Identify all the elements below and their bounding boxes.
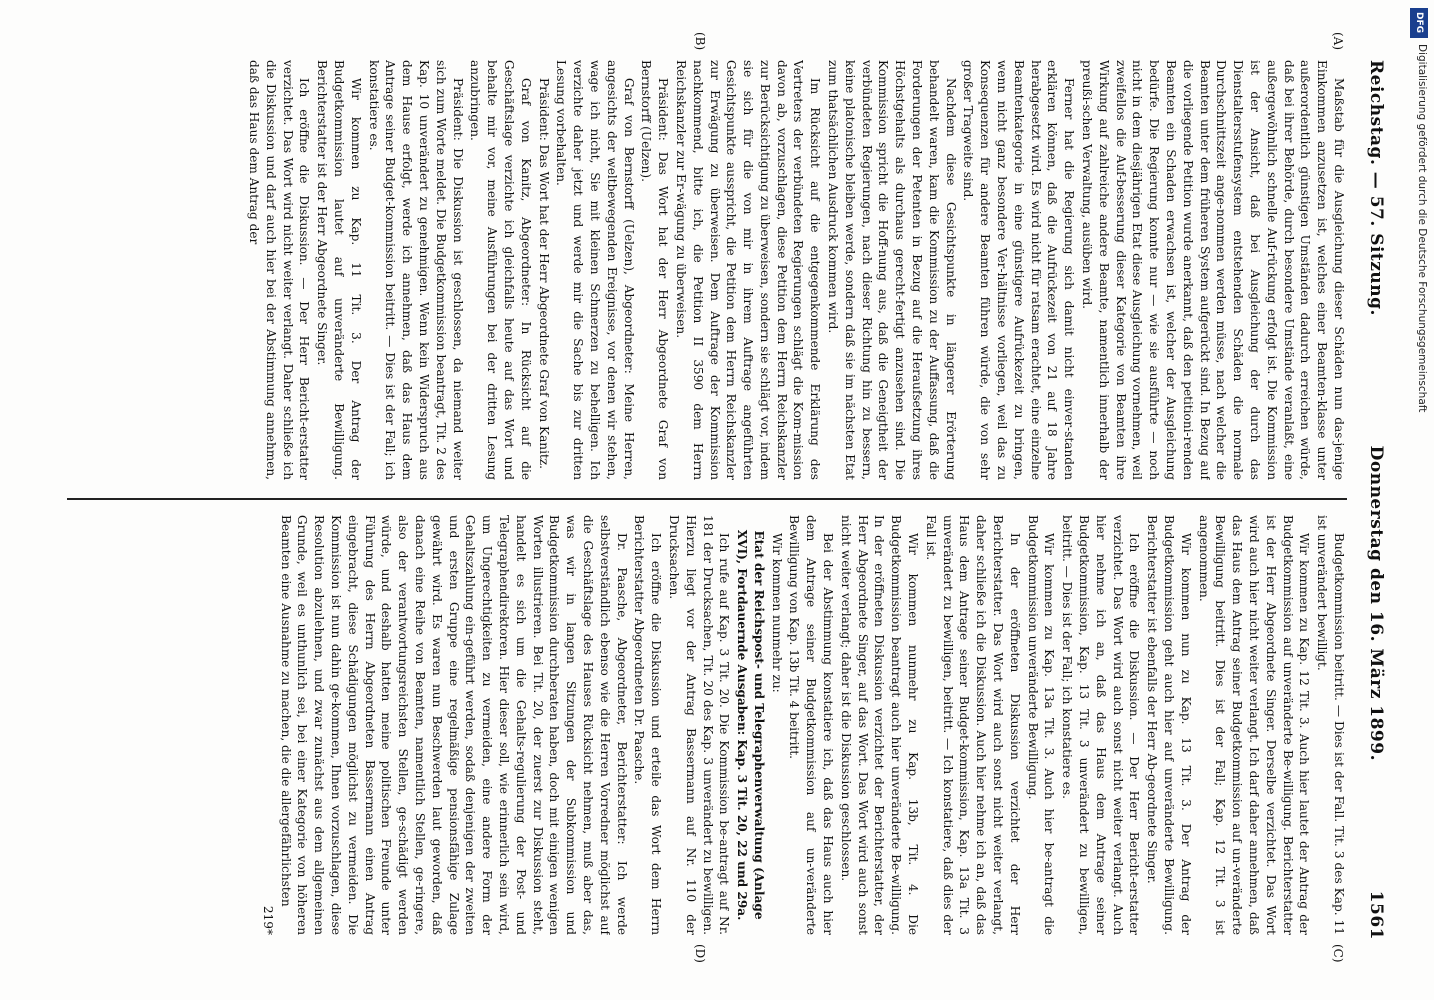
paragraph: Graf von Bernstorff (Uelzen), Abgeordneter: Meine Herren, angesichts der weltbewegenden Ereignisse, vor denen wir stehen, wage ich nicht, Sie mit kleinen Schmerzen zu behelligen. Ich verzichte daher jetzt und werde mir die Sache bis zur dritten Lesung vorbehalten. [554, 60, 636, 480]
dfg-logo: DFG [1410, 8, 1428, 38]
paragraph: Maßstab für die Ausgleichung dieser Schäden nun das-jenige Einkommen anzusetzen ist, welches einer Beamten-klasse unter außerordentlich günstigen Umständen dadurch erreichen würde, daß bei ihrer Behörde, durch besondere Umstände veranlaßt, eine außergewöhnlich schnelle Auf-rückung erfolgt ist. Die Kommission ist der Ansicht, daß bei Ausgleichung der durch das Dienstaltersstufensystem entstehenden Schäden die normale Durchschnittszeit ange-nommen werden müsse, nach welcher die Beamten unter dem früheren System aufgerückt sind. In Bezug auf die vorliegende Petition wurde anerkannt, daß den petitioni-renden Beamten ein Schaden erwachsen ist, welcher der Ausgleichung bedürfe. Die Regierung konnte nur — wie sie ausführte — noch nicht in dem diesjährigen Etat diese Ausgleichung vornehmen, weil zweifellos die Auf-besserung dieser Kategorie von Beamten ihre Wirkung auf zahlreiche andere Beamte, namentlich innerhalb der preußi-schen Verwaltung, ausüben wird. [1080, 60, 1346, 480]
paragraph: Präsident: Das Wort hat der Herr Abgeordnete Graf von Bernstorff (Uelzen). [639, 60, 671, 480]
paragraph: Nachdem diese Gesichtspunkte in längerer Erörterung behandelt waren, kam die Kommission zu der Auffassung, daß die Forderungen der Petenten in Bezug auf die Heraufsetzung ihres Höchstgehalts als durchaus gerecht-fertigt anzusehen sind. Die Kommission spricht die Hoff-nung aus, daß die Geneigtheit der verbündeten Regierungen, nach dieser Richtung hin zu bessern, keine platonische bleiben werde, sondern daß sie im nächsten Etat zum thatsächlichen Ausdruck kommen wird. [826, 60, 958, 480]
paragraph: Graf von Kanitz, Abgeordneter: In Rücksicht auf die Geschäftslage verzichte ich gleichfalls heute auf das Wort und behalte mir vor, meine Ausführungen bei der dritten Lesung anzubringen. [468, 60, 533, 480]
page-number: 1561 [1366, 890, 1386, 940]
paragraph: Bei der Abstimmung konstatiere ich, daß das Haus auch hier dem Antrage seiner Budgetkommission auf un-veränderte Bewilligung von Kap. 13b Tit. 4 beitritt. [787, 515, 836, 935]
paragraph: Ich eröffne die Diskussion und erteile das Wort dem Herrn Berichterstatter Abgeordneten Dr. Paasche. [632, 515, 664, 935]
rotated-page [27, 20, 1407, 980]
signature-mark: 219* [260, 905, 275, 935]
paragraph: Wir kommen zu Kap. 13a Tit. 3. Auch hier be-antragt die Budgetkommission unveränderte Bewilligung. [1025, 515, 1057, 935]
paragraph: Budgetkommission beitritt. — Dies ist der Fall. Tit. 3 des Kap. 11 ist unverändert bewilligt. [1315, 515, 1346, 935]
margin-mark-b: (B) [693, 32, 707, 51]
section-heading: Etat der Reichspost- und Telegraphenverwaltung (Anlage XVI), Fortdauernde Ausgaben: Kap. 3 Tit. 20, 22 und 29a. [735, 529, 766, 921]
margin-mark-a: (A) [1331, 32, 1345, 51]
paragraph: Im Rücksicht auf die entgegenkommende Erklärung des Vertreters der verbündeten Regierungen schlägt die Kom-mission davon ab, vorzuschlagen, diese Petition dem Herrn Reichskanzler zur Berücksichtigung zu überweisen, sondern sie schlägt vor, indem sie sich für die von mir in ihrem Auftrage angeführten Gesichtspunkte ausspricht, die Petition dem Herrn Reichskanzler zur Erwägung zu überweisen. Dem Auftrage der Kommission nachkommend, bitte ich, die Petition II 3590 dem Herrn Reichskanzler zur Er-wägung zu überweisen. [673, 60, 823, 480]
page-header [1363, 60, 1389, 940]
paragraph: Wir kommen nunmehr zu: [769, 533, 784, 693]
paragraph: Wir kommen nunmehr zu Kap. 13b, Tit. 4. Die Budgetkommission beantragt auch hier unveränderte Be-willigung. In der eröffneten Diskussion verzichtet der Berichterstatter, der Herr Abgeordnete Singer, auf das Wort. Das Wort wird auch sonst nicht weiter verlangt; daher ist die Diskussion geschlossen. [838, 515, 921, 935]
paragraph: Präsident: Das Wort hat der Herr Abgeordnete Graf von Kanitz. [536, 78, 551, 470]
column-rule [67, 498, 1347, 500]
paragraph: Ich rufe auf Kap. 3 Tit. 20. Die Kommission be-antragt auf Nr. 181 der Drucksachen, Tit. 20 des Kap. 3 unverändert zu bewilligen. Hierzu liegt vor der Antrag Bassermann auf Nr. 110 der Drucksachen. [666, 515, 732, 935]
header-left: Reichstag. — 57. Sitzung. [1366, 60, 1386, 316]
dfg-stamp [1406, 8, 1430, 608]
paragraph: Ich eröffne die Diskussion. — Der Herr Bericht-erstatter verzichtet. Das Wort wird nicht weiter verlangt. Daher schließe ich die Diskussion und darf auch hier bei der Abstimmung annehmen, daß das Haus dem Antrag der [247, 60, 312, 480]
paragraph: Wir kommen zu Kap. 11 Tit. 3. Der Antrag der Budgetkommission lautet auf unveränderte Bewilligung. Berichterstatter ist der Herr Abgeordnete Singer. [315, 60, 363, 480]
paragraph: Ich eröffne die Diskussion. — Der Herr Bericht-erstatter verzichtet. Das Wort wird auch sonst nicht weiter verlangt. Auch hier nehme ich an, daß das Haus dem Antrage seiner Budgetkommission, Kap. 13 Tit. 3 unverändert zu bewilligen, beitritt. — Dies ist der Fall; ich konstatiere es. [1060, 515, 1142, 935]
paragraph: Dr. Paasche, Abgeordneter, Berichterstatter: Ich werde selbstverständlich ebenso wie die Herren Vorredner möglichst auf die Geschäftslage des Hauses Rücksicht nehmen, muß aber das, was wir in langen Sitzungen der Subkommission und Budgetkommission durchberaten haben, doch mit einigen wenigen Worten illustrieren. Bei Tit. 20, der zuerst zur Diskussion steht, handelt es sich um die Gehalts-regulierung der Post- und Telegraphendirektoren. Hier dieser soll, wie erinnerlich sein wird, um Ungerechtigkeiten zu vermeiden, eine andere Form der Gehaltszahlung ein-geführt werden, sodaß denjenigen der zweiten und ersten Gruppe eine regelmäßige pensionsfähige Zulage gewährt wird. Es waren nun Beschwerden laut geworden, daß danach eine Reihe von Beamten, namentlich Stellen, ge-ringere, also der verantwortungsreichsten Stellen, ge-schädigt werden würde, und deshalb hatten meine politischen Freunde unter Führung des Herrn Abgeordneten Bassermann einen Antrag eingebracht, diese Schädigungen möglichst zu vermeiden. Die Kommission ist nun dahin ge-kommen, Ihnen vorzuschlagen, diese Resolution abzulehnen, und zwar zunächst aus dem allgemeinen Grunde, weil es unthunlich sei, bei einer Kategorie von höheren Beamten eine Ausnahme zu machen, die die allergefährlichsten [278, 515, 629, 935]
margin-mark-c: (C) [1331, 944, 1345, 963]
paragraph: Ferner hat die Regierung sich damit nicht einver-standen erklären können, daß die Aufrückezeit von 21 auf 18 Jahre herabgesetzt wird. Es wird nicht für ratsam erachtet, eine einzelne Beamtenkategorie in eine günstigere Aufrückezeit zu bringen, wenn nicht ganz besondere Ver-hältnisse vorliegen, weil das zu Konsequenzen für andere Beamten führen würde, die von sehr großer Tragweite sind. [961, 60, 1077, 480]
paragraph: Wir kommen zu Kap. 12 Tit. 3. Auch hier lautet der Antrag der Budgetkommission auf unveränderte Be-willigung. Berichterstatter ist der Herr Abgeordnete Singer. Derselbe verzichtet. Das Wort wird auch hier nicht weiter verlangt. Ich darf daher annehmen, daß das Haus dem Antrag seiner Budgetkommission auf un-veränderte Bewilligung beitritt. Dies ist der Fall; Kap. 12 Tit. 3 ist angenommen. [1196, 515, 1312, 935]
dfg-credit: Digitalisierung gefördert durch die Deutsche Forschungsgemeinschaft [1416, 44, 1428, 413]
left-column [67, 60, 1347, 480]
header-date: Donnerstag den 16. März 1899. [1366, 445, 1386, 762]
right-column [67, 515, 1347, 935]
paragraph: Präsident: Die Diskussion ist geschlossen, da niemand weiter sich zum Worte meldet. Die Budgetkommission beantragt, Tit. 2 des Kap. 10 unverändert zu genehmigen. Wenn kein Widerspruch aus dem Hause erfolgt, werde ich annehmen, daß das Haus dem Antrage seiner Budget-kommission beitritt. — Dies ist der Fall; ich konstatiere es. [366, 60, 465, 480]
margin-mark-d: (D) [693, 944, 707, 963]
paragraph: Wir kommen nun zu Kap. 13 Tit. 3. Der Antrag der Budgetkommission geht auch hier auf unveränderte Bewilligung. Berichterstatter ist ebenfalls der Herr Ab-geordnete Singer. [1145, 515, 1193, 935]
paragraph: In der eröffneten Diskussion verzichtet der Herr Berichterstatter. Das Wort wird auch sonst nicht weiter verlangt, daher schließe ich die Diskussion. Auch hier nehme ich an, daß das Haus dem Antrage seiner Budget-kommission, Kap. 13a Tit. 3 unverändert zu bewilligen, beitritt. — Ich konstatiere, daß dies der Fall ist. [923, 515, 1022, 935]
